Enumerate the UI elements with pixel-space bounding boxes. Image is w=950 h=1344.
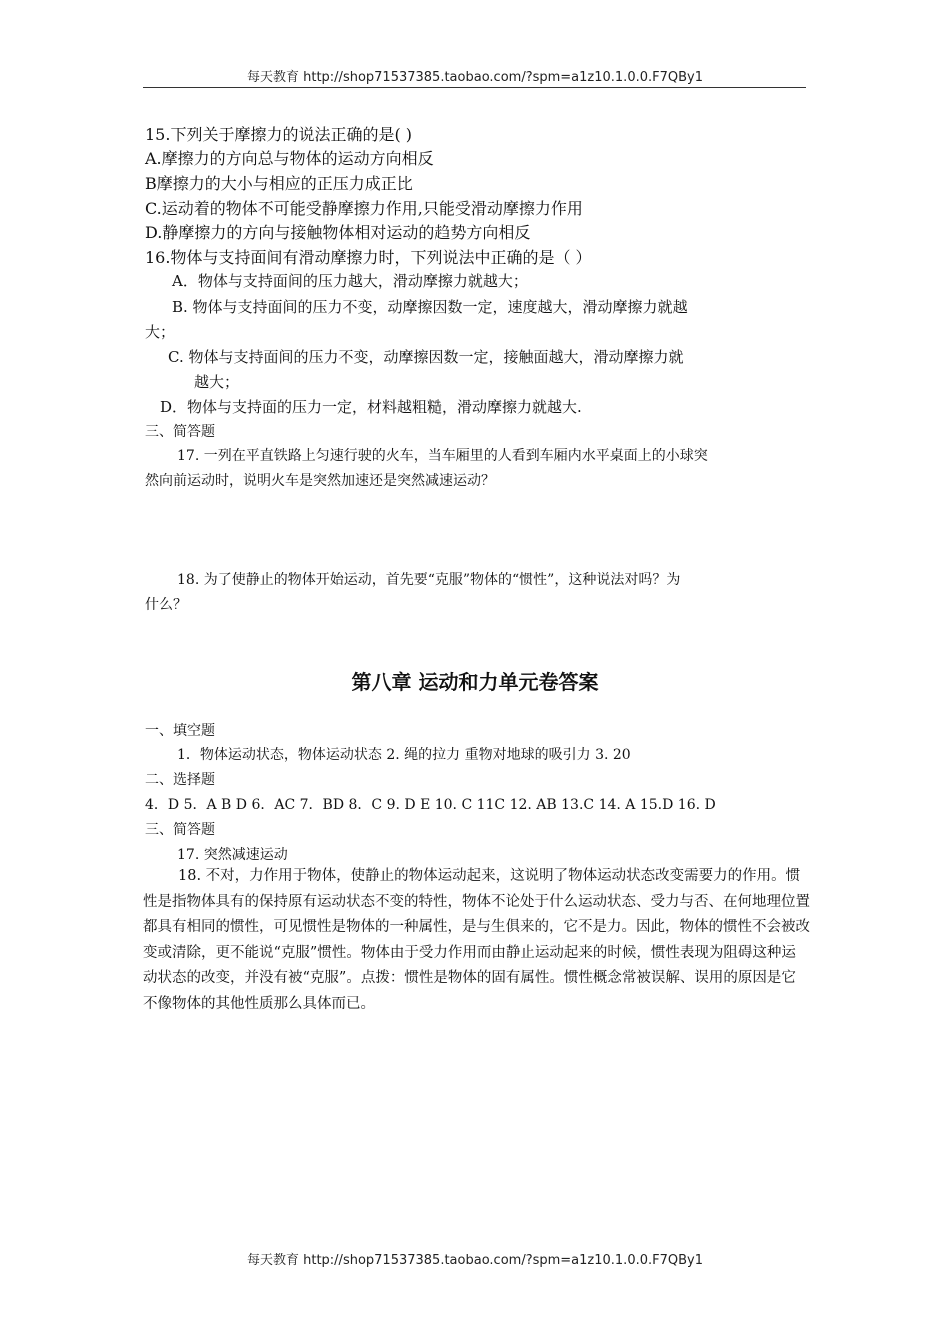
answer-short-heading: 三、简答题 bbox=[145, 822, 215, 838]
q16-option-a: A．物体与支持面间的压力越大，滑动摩擦力就越大； bbox=[172, 272, 528, 290]
q16-stem: 16.物体与支持面间有滑动摩擦力时，下列说法中正确的是（ ） bbox=[145, 248, 592, 267]
q16-option-b-cont: 大； bbox=[145, 323, 176, 341]
answer-choice-line: 4．D 5．A B D 6．AC 7．BD 8．C 9. D E 10. C 11C 12. AB 13.C 14. A 15.D 16. D bbox=[145, 797, 716, 813]
q15-option-b: B摩擦力的大小与相应的正压力成正比 bbox=[145, 174, 413, 193]
answer-18: 18. 不对，力作用于物体，使静止的物体运动起来，这说明了物体运动状态改变需要力的作用。惯性是指物体具有的保持原有运动状态不变的特性，物体不论处于什么运动状态、受力与否、在何地理位置都具有相同的惯性，可见惯性是物体的一种属性，是与生俱来的，它不是力。因此，物体的惯性不会被改变或清除，更不能说“克服”惯性。物体由于受力作用而由静止运动起来的时候，惯性表现为阻碍这种运动状态的改变，并没有被“克服”。点拨：惯性是物体的固有属性。惯性概念常被误解、误用的原因是它不像物体的其他性质那么具体而已。 bbox=[143, 868, 810, 1012]
answer-fill-heading: 一、填空题 bbox=[145, 723, 215, 739]
header-rule bbox=[143, 87, 806, 88]
q16-option-b: B. 物体与支持面间的压力不变，动摩擦因数一定，速度越大，滑动摩擦力就越 bbox=[172, 298, 688, 316]
answer-17: 17. 突然减速运动 bbox=[177, 847, 288, 863]
q17-line2: 然向前运动时，说明火车是突然加速还是突然减速运动？ bbox=[145, 473, 495, 489]
q15-option-c: C.运动着的物体不可能受静摩擦力作用,只能受滑动摩擦力作用 bbox=[145, 199, 583, 218]
answer-title: 第八章 运动和力单元卷答案 bbox=[351, 670, 599, 694]
q15-option-d: D.静摩擦力的方向与接触物体相对运动的趋势方向相反 bbox=[145, 223, 531, 242]
q17-line1: 17. 一列在平直铁路上匀速行驶的火车，当车厢里的人看到车厢内水平桌面上的小球突 bbox=[177, 448, 708, 464]
section-short-answer-heading: 三、简答题 bbox=[145, 424, 215, 440]
q18-line1: 18. 为了使静止的物体开始运动，首先要“克服”物体的“惯性”，这种说法对吗？为 bbox=[177, 572, 681, 588]
q16-option-d: D．物体与支持面的压力一定，材料越粗糙，滑动摩擦力就越大. bbox=[160, 398, 582, 416]
q16-option-c-cont: 越大； bbox=[194, 373, 240, 391]
q16-option-c: C. 物体与支持面间的压力不变，动摩擦因数一定，接触面越大，滑动摩擦力就 bbox=[168, 348, 684, 366]
page-header: 每天教育 http://shop71537385.taobao.com/?spm=a1z10.1.0.0.F7QBy1 bbox=[246, 70, 703, 85]
answer-fill-line: 1．物体运动状态，物体运动状态 2. 绳的拉力 重物对地球的吸引力 3. 20 bbox=[177, 747, 631, 763]
q18-line2: 什么？ bbox=[145, 597, 187, 613]
answer-choice-heading: 二、选择题 bbox=[145, 772, 215, 788]
page-footer: 每天教育 http://shop71537385.taobao.com/?spm=a1z10.1.0.0.F7QBy1 bbox=[246, 1253, 703, 1268]
q15-stem: 15.下列关于摩擦力的说法正确的是( ) bbox=[145, 125, 413, 144]
q15-option-a: A.摩擦力的方向总与物体的运动方向相反 bbox=[145, 149, 434, 168]
